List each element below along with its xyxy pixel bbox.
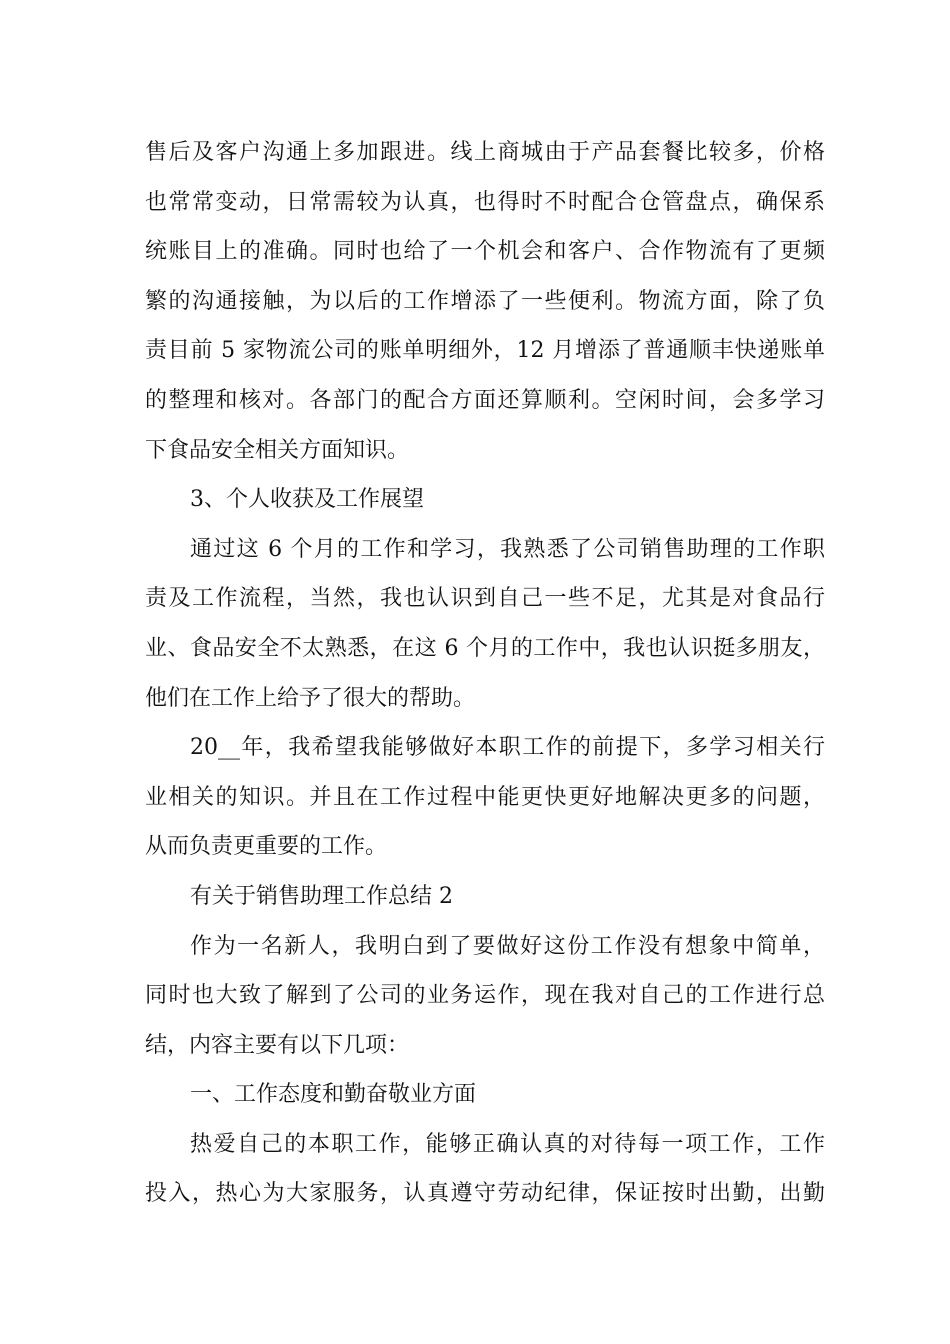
text-line: 结，内容主要有以下几项：: [145, 1032, 410, 1058]
text-line: 售后及客户沟通上多加跟进。线上商城由于产品套餐比较多，价格: [145, 140, 825, 165]
text-line: 业、食品安全不太熟悉，在这 6 个月的工作中，我也认识挺多朋友，: [145, 635, 825, 661]
text-line: 繁的沟通接触，为以后的工作增添了一些便利。物流方面，除了负: [145, 288, 825, 314]
section-heading: 一、工作态度和勤奋敬业方面: [190, 1082, 477, 1108]
text-line: 从而负责更重要的工作。: [145, 834, 388, 860]
document-subtitle: 有关于销售助理工作总结 2: [190, 883, 453, 909]
text-line: 也常常变动，日常需较为认真，也得时不时配合仓管盘点，确保系: [145, 189, 825, 215]
text-line: 热爱自己的本职工作，能够正确认真的对待每一项工作，工作: [190, 1131, 825, 1157]
text-line: 20__年，我希望我能够做好本职工作的前提下，多学习相关行: [190, 735, 825, 761]
text-line: 统账目上的准确。同时也给了一个机会和客户、合作物流有了更频: [145, 239, 825, 265]
text-line: 同时也大致了解到了公司的业务运作，现在我对自己的工作进行总: [145, 983, 825, 1009]
document-body: [145, 128, 825, 1219]
text-line: 作为一名新人，我明白到了要做好这份工作没有想象中简单，: [190, 933, 825, 959]
section-heading: 3、个人收获及工作展望: [190, 487, 424, 513]
text-line: 责目前 5 家物流公司的账单明细外，12 月增添了普通顺丰快递账单: [145, 338, 825, 364]
text-line: 通过这 6 个月的工作和学习，我熟悉了公司销售助理的工作职: [190, 536, 825, 562]
text-line: 他们在工作上给予了很大的帮助。: [145, 685, 476, 711]
text-line: 业相关的知识。并且在工作过程中能更快更好地解决更多的问题，: [145, 784, 825, 810]
text-line: 的整理和核对。各部门的配合方面还算顺利。空闲时间，会多学习: [145, 387, 825, 413]
text-line: 下食品安全相关方面知识。: [145, 437, 410, 463]
text-line: 投入，热心为大家服务，认真遵守劳动纪律，保证按时出勤，出勤: [145, 1181, 825, 1207]
text-line: 责及工作流程，当然，我也认识到自己一些不足，尤其是对食品行: [145, 586, 825, 612]
